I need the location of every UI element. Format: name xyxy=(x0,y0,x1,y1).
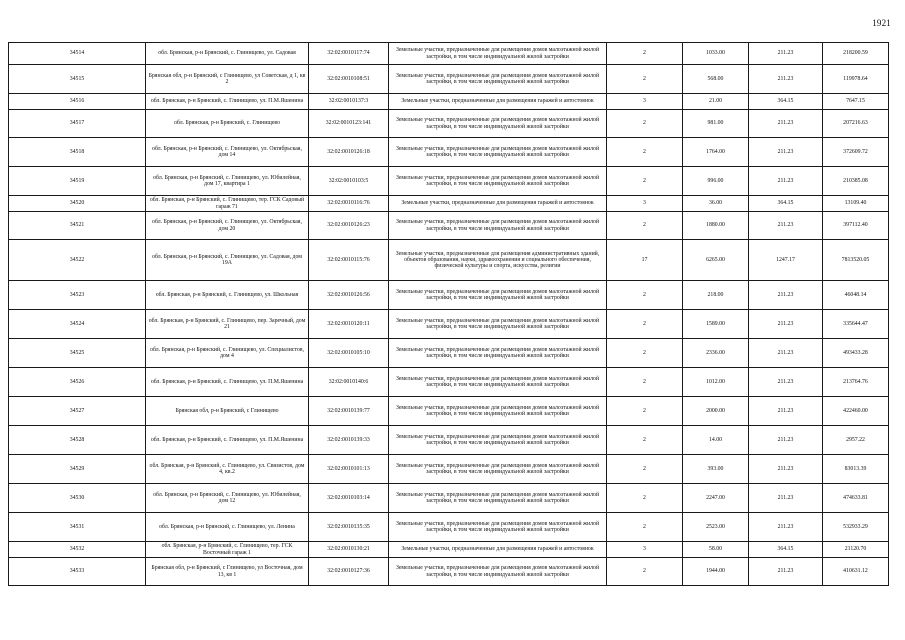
row-cadastral-cost: 532933.29 xyxy=(823,513,889,542)
row-cadastral-cost: 218200.59 xyxy=(823,43,889,65)
row-rate: 211.23 xyxy=(749,339,823,368)
row-rate: 211.23 xyxy=(749,212,823,240)
row-id: 34516 xyxy=(9,94,146,110)
row-land-purpose: Земельные участки, предназначенные для размещения домов малоэтажной жилой застройки, в том числе индивидуальной жилой застройки xyxy=(389,455,607,484)
row-rate: 211.23 xyxy=(749,167,823,196)
row-cadastral-number: 32:02:0010126:23 xyxy=(309,212,389,240)
row-id: 34521 xyxy=(9,212,146,240)
row-cadastral-number: 32:02:0010115:76 xyxy=(309,240,389,281)
row-area: 2000.00 xyxy=(683,397,749,426)
row-group: 3 xyxy=(607,196,683,212)
row-area: 2523.00 xyxy=(683,513,749,542)
row-address: обл. Брянская, р-н Брянский, с. Глинищево, ул. Юбилейная, дом 12 xyxy=(146,484,309,513)
row-rate: 211.23 xyxy=(749,110,823,138)
row-land-purpose: Земельные участки, предназначенные для размещения домов малоэтажной жилой застройки, в том числе индивидуальной жилой застройки xyxy=(389,281,607,310)
row-cadastral-number: 32:02:0010117:74 xyxy=(309,43,389,65)
row-id: 34518 xyxy=(9,138,146,167)
row-id: 34517 xyxy=(9,110,146,138)
row-land-purpose: Земельные участки, предназначенные для размещения домов малоэтажной жилой застройки, в том числе индивидуальной жилой застройки xyxy=(389,65,607,94)
row-address: обл. Брянская, р-н Брянский, с. Глинищево, ул. Ленина xyxy=(146,513,309,542)
row-area: 36.00 xyxy=(683,196,749,212)
row-cadastral-number: 32:02:0010103:5 xyxy=(309,167,389,196)
row-address: обл. Брянская, р-н Брянский, с. Глинищево, ул. П.М.Яшенина xyxy=(146,94,309,110)
row-cadastral-number: 32:02:0010135:35 xyxy=(309,513,389,542)
row-cadastral-cost: 119978.64 xyxy=(823,65,889,94)
row-rate: 211.23 xyxy=(749,43,823,65)
row-land-purpose: Земельные участки, предназначенные для размещения домов малоэтажной жилой застройки, в том числе индивидуальной жилой застройки xyxy=(389,484,607,513)
row-cadastral-cost: 493433.28 xyxy=(823,339,889,368)
row-id: 34528 xyxy=(9,426,146,455)
row-cadastral-number: 32:02:0010120:11 xyxy=(309,310,389,339)
table-row xyxy=(9,310,889,339)
row-id: 34514 xyxy=(9,43,146,65)
row-rate: 211.23 xyxy=(749,558,823,586)
row-group: 2 xyxy=(607,281,683,310)
row-rate: 364.15 xyxy=(749,542,823,558)
row-group: 2 xyxy=(607,426,683,455)
row-cadastral-cost: 410631.12 xyxy=(823,558,889,586)
row-cadastral-cost: 397112.40 xyxy=(823,212,889,240)
row-group: 2 xyxy=(607,513,683,542)
row-group: 3 xyxy=(607,542,683,558)
row-land-purpose: Земельные участки, предназначенные для размещения домов малоэтажной жилой застройки, в том числе индивидуальной жилой застройки xyxy=(389,212,607,240)
row-area: 1589.00 xyxy=(683,310,749,339)
row-area: 2336.00 xyxy=(683,339,749,368)
row-cadastral-cost: 7647.15 xyxy=(823,94,889,110)
row-id: 34524 xyxy=(9,310,146,339)
table-row xyxy=(9,110,889,138)
row-land-purpose: Земельные участки, предназначенные для размещения домов малоэтажной жилой застройки, в том числе индивидуальной жилой застройки xyxy=(389,368,607,397)
row-cadastral-number: 32:02:0010123:141 xyxy=(309,110,389,138)
row-cadastral-cost: 83013.39 xyxy=(823,455,889,484)
row-cadastral-number: 32:02:0010137:3 xyxy=(309,94,389,110)
table-row xyxy=(9,455,889,484)
row-group: 2 xyxy=(607,310,683,339)
table-row xyxy=(9,94,889,110)
row-group: 2 xyxy=(607,397,683,426)
row-area: 2247.00 xyxy=(683,484,749,513)
row-rate: 364.15 xyxy=(749,94,823,110)
row-group: 2 xyxy=(607,455,683,484)
row-cadastral-cost: 210385.08 xyxy=(823,167,889,196)
row-area: 6265.00 xyxy=(683,240,749,281)
row-cadastral-number: 32:02:0010126:56 xyxy=(309,281,389,310)
cadastral-registry-table xyxy=(8,42,889,586)
row-address: обл. Брянская, р-н Брянский, с. Глинищево, ул. Юбилейная, дом 17, квартира 1 xyxy=(146,167,309,196)
row-rate: 211.23 xyxy=(749,310,823,339)
table-row xyxy=(9,397,889,426)
row-area: 1764.00 xyxy=(683,138,749,167)
row-land-purpose: Земельные участки, предназначенные для размещения домов малоэтажной жилой застройки, в том числе индивидуальной жилой застройки xyxy=(389,397,607,426)
row-cadastral-number: 32:02:0010108:51 xyxy=(309,65,389,94)
table-row xyxy=(9,542,889,558)
row-cadastral-number: 32:02:0010103:14 xyxy=(309,484,389,513)
registry-body xyxy=(9,43,889,586)
row-rate: 211.23 xyxy=(749,484,823,513)
row-rate: 211.23 xyxy=(749,455,823,484)
row-group: 2 xyxy=(607,339,683,368)
row-cadastral-cost: 372609.72 xyxy=(823,138,889,167)
row-group: 2 xyxy=(607,558,683,586)
row-address: Брянская обл, р-н Брянский, с Глинищево, ул Советская, д 1, кв 2 xyxy=(146,65,309,94)
row-cadastral-cost: 13109.40 xyxy=(823,196,889,212)
row-cadastral-number: 32:02:0010139:77 xyxy=(309,397,389,426)
row-area: 21.00 xyxy=(683,94,749,110)
row-rate: 211.23 xyxy=(749,65,823,94)
row-land-purpose: Земельные участки, предназначенные для размещения домов малоэтажной жилой застройки, в том числе индивидуальной жилой застройки xyxy=(389,43,607,65)
row-cadastral-number: 32:02:0010140:6 xyxy=(309,368,389,397)
table-row xyxy=(9,558,889,586)
row-group: 2 xyxy=(607,65,683,94)
table-row xyxy=(9,240,889,281)
row-id: 34527 xyxy=(9,397,146,426)
row-area: 1012.00 xyxy=(683,368,749,397)
row-area: 58.00 xyxy=(683,542,749,558)
row-address: обл. Брянская, р-н Брянский, с. Глинищево xyxy=(146,110,309,138)
row-cadastral-number: 32:02:0010139:33 xyxy=(309,426,389,455)
table-row xyxy=(9,138,889,167)
row-rate: 364.15 xyxy=(749,196,823,212)
row-address: обл. Брянская, р-н Брянский, с. Глинищево, ул. Связистов, дом 4, кв.2 xyxy=(146,455,309,484)
row-address: обл. Брянская, р-н Брянский, с. Глинищево, ул. П.М.Яшенина xyxy=(146,368,309,397)
row-cadastral-number: 32:02:0010127:36 xyxy=(309,558,389,586)
row-cadastral-cost: 422460.00 xyxy=(823,397,889,426)
row-cadastral-cost: 207216.63 xyxy=(823,110,889,138)
table-row xyxy=(9,65,889,94)
row-id: 34531 xyxy=(9,513,146,542)
row-address: Брянская обл, р-н Брянский, с Глинищево, ул Восточная, дом 13, кв 1 xyxy=(146,558,309,586)
row-address: обл. Брянская, р-н Брянский, с. Глинищево, ул. Октябрьская, дом 20 xyxy=(146,212,309,240)
row-group: 2 xyxy=(607,484,683,513)
row-cadastral-cost: 2957.22 xyxy=(823,426,889,455)
row-cadastral-number: 32:02:0010101:13 xyxy=(309,455,389,484)
row-rate: 211.23 xyxy=(749,426,823,455)
row-id: 34530 xyxy=(9,484,146,513)
row-id: 34520 xyxy=(9,196,146,212)
table-row xyxy=(9,281,889,310)
table-row xyxy=(9,196,889,212)
row-id: 34522 xyxy=(9,240,146,281)
row-id: 34526 xyxy=(9,368,146,397)
row-id: 34515 xyxy=(9,65,146,94)
row-address: обл. Брянская, р-н Брянский, с. Глинищево, ул. Октябрьская, дом 14 xyxy=(146,138,309,167)
row-area: 218.00 xyxy=(683,281,749,310)
row-area: 568.00 xyxy=(683,65,749,94)
row-address: обл. Брянская, р-н Брянский, с. Глинищево, пер. Заречный, дом 21 xyxy=(146,310,309,339)
row-cadastral-number: 32:02:0010105:10 xyxy=(309,339,389,368)
row-cadastral-number: 32:02:0010116:76 xyxy=(309,196,389,212)
table-row xyxy=(9,513,889,542)
row-area: 981.00 xyxy=(683,110,749,138)
row-id: 34519 xyxy=(9,167,146,196)
row-cadastral-number: 32:02:0010130:21 xyxy=(309,542,389,558)
row-area: 1033.00 xyxy=(683,43,749,65)
row-land-purpose: Земельные участки, предназначенные для размещения домов малоэтажной жилой застройки, в том числе индивидуальной жилой застройки xyxy=(389,167,607,196)
table-row xyxy=(9,167,889,196)
row-area: 1944.00 xyxy=(683,558,749,586)
table-row xyxy=(9,426,889,455)
row-rate: 211.23 xyxy=(749,368,823,397)
row-rate: 211.23 xyxy=(749,397,823,426)
row-group: 2 xyxy=(607,43,683,65)
row-land-purpose: Земельные участки, предназначенные для размещения гаражей и автостоянок xyxy=(389,542,607,558)
row-id: 34529 xyxy=(9,455,146,484)
table-row xyxy=(9,212,889,240)
row-address: обл. Брянская, р-н Брянский, с. Глинищево, ул. П.М.Яшенина xyxy=(146,426,309,455)
row-address: обл. Брянская, р-н Брянский, с. Глинищево, тер. ГСК Садовый гараж 71 xyxy=(146,196,309,212)
row-address: обл. Брянская, р-н Брянский, с. Глинищево, ул. Школьная xyxy=(146,281,309,310)
row-cadastral-cost: 21120.70 xyxy=(823,542,889,558)
row-address: обл. Брянская, р-н Брянский, с. Глинищево, ул. Специалистов, дом 4 xyxy=(146,339,309,368)
row-land-purpose: Земельные участки, предназначенные для размещения домов малоэтажной жилой застройки, в том числе индивидуальной жилой застройки xyxy=(389,426,607,455)
row-cadastral-cost: 335644.47 xyxy=(823,310,889,339)
row-rate: 211.23 xyxy=(749,138,823,167)
row-address: обл. Брянская, р-н Брянский, с. Глинищево, ул. Садовая xyxy=(146,43,309,65)
row-land-purpose: Земельные участки, предназначенные для размещения домов малоэтажной жилой застройки, в том числе индивидуальной жилой застройки xyxy=(389,339,607,368)
row-id: 34532 xyxy=(9,542,146,558)
page-number: 1921 xyxy=(872,18,891,28)
row-group: 3 xyxy=(607,94,683,110)
row-cadastral-cost: 474633.81 xyxy=(823,484,889,513)
row-land-purpose: Земельные участки, предназначенные для размещения домов малоэтажной жилой застройки, в том числе индивидуальной жилой застройки xyxy=(389,310,607,339)
row-id: 34525 xyxy=(9,339,146,368)
row-cadastral-number: 32:02:0010126:18 xyxy=(309,138,389,167)
row-cadastral-cost: 46048.14 xyxy=(823,281,889,310)
row-group: 2 xyxy=(607,138,683,167)
row-id: 34523 xyxy=(9,281,146,310)
row-group: 17 xyxy=(607,240,683,281)
row-rate: 211.23 xyxy=(749,281,823,310)
table-row xyxy=(9,368,889,397)
row-id: 34533 xyxy=(9,558,146,586)
row-area: 14.00 xyxy=(683,426,749,455)
row-land-purpose: Земельные участки, предназначенные для размещения домов малоэтажной жилой застройки, в том числе индивидуальной жилой застройки xyxy=(389,110,607,138)
row-area: 996.00 xyxy=(683,167,749,196)
row-area: 1880.00 xyxy=(683,212,749,240)
row-cadastral-cost: 213764.76 xyxy=(823,368,889,397)
row-group: 2 xyxy=(607,368,683,397)
row-cadastral-cost: 7813520.05 xyxy=(823,240,889,281)
row-rate: 211.23 xyxy=(749,513,823,542)
row-land-purpose: Земельные участки, предназначенные для размещения домов малоэтажной жилой застройки, в том числе индивидуальной жилой застройки xyxy=(389,513,607,542)
table-row xyxy=(9,484,889,513)
row-area: 393.00 xyxy=(683,455,749,484)
row-group: 2 xyxy=(607,110,683,138)
table-row xyxy=(9,339,889,368)
row-rate: 1247.17 xyxy=(749,240,823,281)
row-land-purpose: Земельные участки, предназначенные для размещения гаражей и автостоянок xyxy=(389,196,607,212)
table-row xyxy=(9,43,889,65)
row-land-purpose: Земельные участки, предназначенные для размещения административных зданий, объектов образования, науки, здравоохранения и социального обеспечения, физической культуры и спорта, искусства, религии xyxy=(389,240,607,281)
row-land-purpose: Земельные участки, предназначенные для размещения гаражей и автостоянок xyxy=(389,94,607,110)
row-land-purpose: Земельные участки, предназначенные для размещения домов малоэтажной жилой застройки, в том числе индивидуальной жилой застройки xyxy=(389,138,607,167)
row-group: 2 xyxy=(607,212,683,240)
row-address: Брянская обл, р-н Брянский, с Глинищево xyxy=(146,397,309,426)
row-address: обл. Брянская, р-н Брянский, с. Глинищево, ул. Садовая, дом 19А xyxy=(146,240,309,281)
row-land-purpose: Земельные участки, предназначенные для размещения домов малоэтажной жилой застройки, в том числе индивидуальной жилой застройки xyxy=(389,558,607,586)
row-address: обл. Брянская, р-н Брянский, с. Глинищево, тер. ГСК Восточный гараж 1 xyxy=(146,542,309,558)
row-group: 2 xyxy=(607,167,683,196)
